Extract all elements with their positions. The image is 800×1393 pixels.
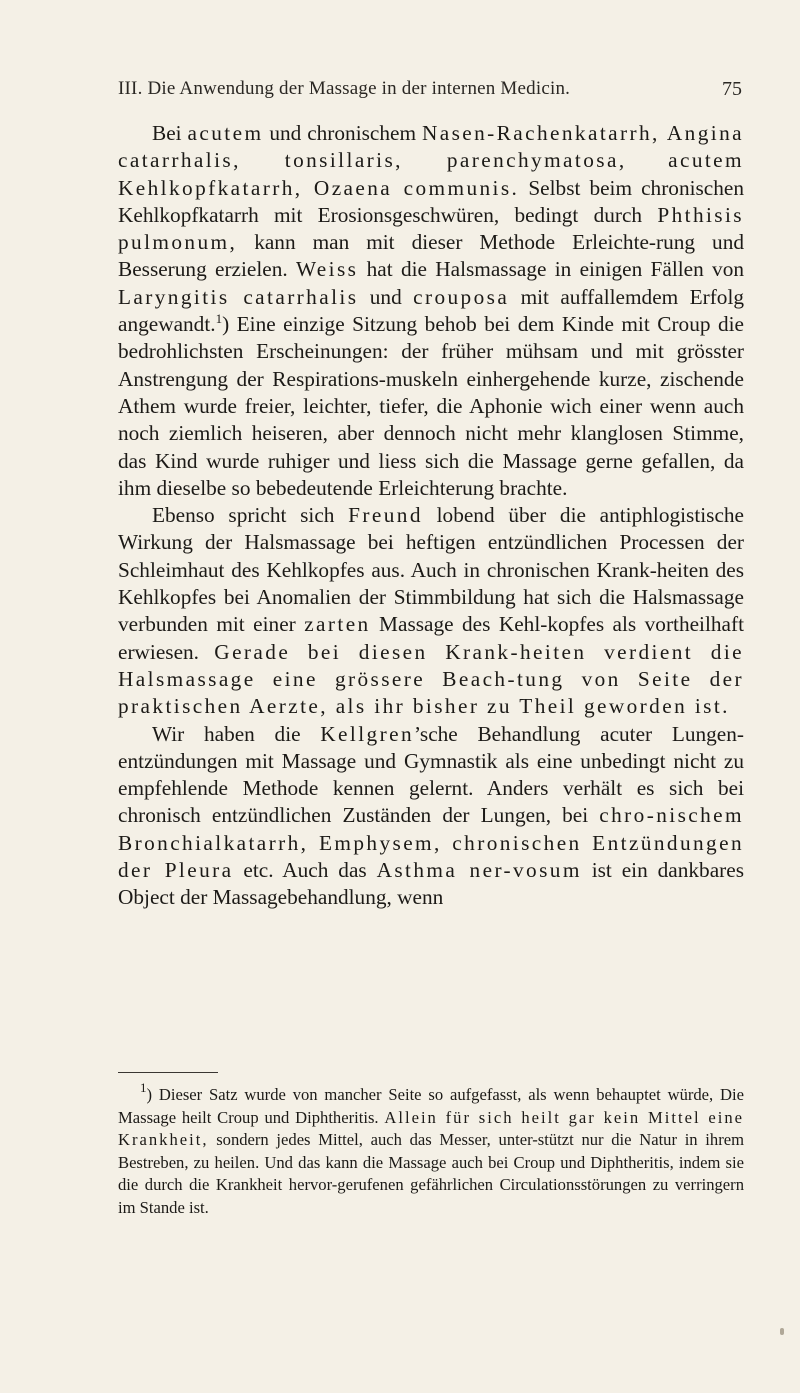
text-run: kann man mit dieser Methode Erleichte-rung und Besserung erzielen. — [118, 230, 744, 282]
spaced-term: Asthma ner-vosum — [376, 858, 582, 883]
spaced-term: Nasen-Rachenkatarrh, Angina catarrhalis, tonsillaris, parenchymatosa, — [118, 121, 744, 173]
text-run: etc. Auch das — [233, 858, 377, 883]
text-run: ) Dieser Satz wurde von mancher Seite so aufgefasst, als wenn behauptet würde, Die Massage heilt Croup und Diphtheritis. — [118, 1085, 744, 1127]
spaced-term: crouposa — [413, 284, 510, 309]
author-name: Freund — [348, 503, 423, 528]
text-run: lobend über die antiphlogistische Wirkung der Halsmassage bei heftigen entzündlichen Processen der Schleimhaut des Kehlkopfes aus. Auch in chronischen Krank-heiten des Kehlkopfes bei Anomalien der Stimmbildung hat sich die Halsmassage verbunden mit einer — [118, 503, 744, 637]
spaced-term: zarten — [304, 612, 371, 637]
text-run: Ebenso spricht sich — [152, 503, 349, 528]
footnote-divider — [118, 1072, 218, 1073]
footnote-marker[interactable]: 1 — [215, 311, 223, 327]
paragraph-3 — [118, 721, 744, 912]
body-text — [118, 120, 744, 912]
text-run: hat die Halsmassage in einigen Fällen von — [358, 257, 744, 282]
spaced-term: Phthisis pulmonum, — [118, 202, 744, 255]
text-run: und chronischem — [263, 121, 422, 145]
paragraph-2 — [118, 502, 744, 720]
page-header — [118, 78, 742, 108]
text-run — [627, 148, 669, 172]
text-run: ist ein dankbares Object der Massagebehandlung, wenn — [118, 858, 744, 910]
footnote-number: 1 — [140, 1080, 147, 1095]
spaced-term: acutem Kehlkopfkatarrh, Ozaena communis. — [118, 148, 744, 200]
text-run: mit auffallemdem Erfolg angewandt. — [118, 284, 745, 337]
spaced-term: chro-nischem Bronchialkatarrh, Emphysem, chronischen Entzündungen der Pleura — [118, 803, 744, 883]
paragraph-1 — [118, 120, 744, 502]
spaced-emphasis: Allein für sich heilt gar kein Mittel eine Krankheit, — [118, 1107, 744, 1150]
running-head: III. Die Anwendung der Massage in der internen Medicin. — [118, 78, 571, 99]
spaced-emphasis: Gerade bei diesen Krank-heiten verdient die Halsmassage eine grössere Beach-tung von Seite der praktischen Aerzte, als ihr bisher zu Theil geworden ist. — [118, 639, 744, 719]
footnote — [118, 1080, 744, 1220]
text-run: Wir haben die — [152, 721, 321, 746]
paper-speck — [780, 1328, 784, 1335]
text-run: ) Eine einzige Sitzung behob bei dem Kinde mit Croup die bedrohlichsten Erscheinungen: der früher mühsam und mit grösster Anstrengung der Respirations-muskeln einhergehende kurze, zischende Athem wurde freier, leichter, tiefer, die Aphonie wich einer wenn auch noch ziemlich heiseren, aber dennoch nicht mehr klanglosen Stimme, das Kind wurde ruhiger und liess sich die Massage gerne gefallen, da ihm dieselbe so bebedeutende Erleichterung brachte. — [118, 312, 744, 500]
text-run: Selbst beim chronischen Kehlkopfkatarrh mit Erosionsgeschwüren, bedingt durch — [118, 175, 744, 227]
text-run: und — [358, 284, 414, 309]
text-run: sondern jedes Mittel, auch das Messer, unter-stützt nur die Natur in ihrem Bestreben, zu heilen. Und das kann die Massage auch bei Croup und Diphtheritis, indem sie die durch die Krankheit hervor-gerufenen gefährlichen Circulationsstörungen zu verringern im Stande ist. — [118, 1130, 744, 1217]
author-name: Weiss — [296, 257, 359, 282]
page-number: 75 — [722, 78, 742, 100]
text-run: Massage des Kehl-kopfes als vortheilhaft erwiesen. — [118, 612, 744, 664]
author-name: Kellgren — [320, 721, 414, 746]
spaced-term: Laryngitis catarrhalis — [118, 284, 359, 309]
footnote-text — [118, 1080, 744, 1220]
spaced-term: acutem — [187, 121, 264, 145]
text-run: Bei — [152, 121, 188, 145]
text-run: ’sche Behandlung acuter Lungen-entzündungen mit Massage und Gymnastik als eine unbedingt nicht zu empfehlende Methode kennen gelernt. Anders verhält es sich bei chronisch entzündlichen Zuständen der Lungen, bei — [118, 721, 744, 828]
